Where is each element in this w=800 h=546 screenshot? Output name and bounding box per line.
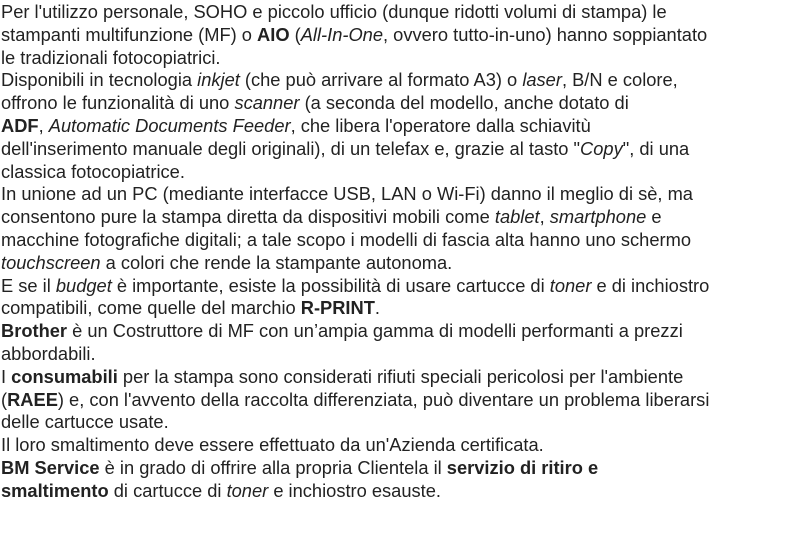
text-segment: ( <box>289 23 301 45</box>
text-line <box>1 411 800 434</box>
italic-text: Copy <box>580 137 623 159</box>
text-segment: è un Costruttore di MF con un’ampia gamma di modelli performanti a prezzi <box>67 320 683 342</box>
paragraph-technology <box>1 69 800 183</box>
text-segment: In unione ad un PC (mediante interfacce USB, LAN o Wi-Fi) danno il meglio di sè, ma <box>1 183 693 205</box>
text-segment: ( <box>1 388 8 410</box>
text-segment: abbordabili. <box>1 342 96 364</box>
paragraph-connectivity <box>1 183 800 274</box>
text-segment: consentono pure la stampa diretta da dispositivi mobili come <box>1 206 495 228</box>
text-segment: Il loro smaltimento deve essere effettuato da un'Azienda certificata. <box>1 434 544 456</box>
bold-text: consumabili <box>11 365 118 387</box>
text-segment: e di inchiostro <box>591 274 710 296</box>
bold-text: R-PRINT <box>300 297 375 319</box>
paragraph-brother <box>1 320 800 366</box>
text-line <box>1 229 800 252</box>
text-segment: a colori che rende la stampante autonoma. <box>100 251 453 273</box>
text-segment: macchine fotografiche digitali; a tale scopo i modelli di fascia alta hanno uno schermo <box>1 228 692 250</box>
text-line <box>1 457 800 480</box>
bold-text: RAEE <box>7 388 58 410</box>
text-segment: , ovvero tutto-in-uno) hanno soppiantato <box>383 23 708 45</box>
paragraph-bm-service <box>1 457 800 503</box>
bold-text: smaltimento <box>1 479 109 501</box>
text-segment: ) e, con l'avvento della raccolta differenziata, può diventare un problema liberarsi <box>57 388 710 410</box>
text-line <box>1 275 800 298</box>
text-segment: I <box>1 365 12 387</box>
text-line <box>1 47 800 70</box>
italic-text: tablet <box>494 206 540 228</box>
italic-text: toner <box>226 479 269 501</box>
text-segment: è importante, esiste la possibilità di usare cartucce di <box>111 274 550 296</box>
text-line <box>1 434 800 457</box>
paragraph-disposal <box>1 434 800 457</box>
text-segment: (che può arrivare al formato A3) o <box>239 69 523 91</box>
text-segment: e inchiostro esauste. <box>268 479 441 501</box>
paragraph-intro <box>1 1 800 69</box>
text-line <box>1 297 800 320</box>
text-segment: classica fotocopiatrice. <box>1 160 185 182</box>
bold-text: AIO <box>257 23 290 45</box>
text-segment: offrono le funzionalità di uno <box>1 92 235 114</box>
text-line <box>1 343 800 366</box>
text-line <box>1 24 800 47</box>
italic-text: laser <box>522 69 562 91</box>
text-segment: di cartucce di <box>108 479 227 501</box>
text-segment: , che libera l'operatore dalla schiavitù <box>290 114 591 136</box>
text-line <box>1 480 800 503</box>
text-segment: , B/N e colore, <box>561 69 678 91</box>
text-line <box>1 389 800 412</box>
text-line <box>1 320 800 343</box>
italic-text: touchscreen <box>1 251 101 273</box>
text-segment: le tradizionali fotocopiatrici. <box>1 46 221 68</box>
text-line <box>1 366 800 389</box>
paragraph-budget <box>1 275 800 321</box>
text-segment: compatibili, come quelle del marchio <box>1 297 301 319</box>
text-segment: ", di una <box>622 137 690 159</box>
bold-text: ADF <box>1 114 39 136</box>
bold-text: Brother <box>1 320 68 342</box>
italic-text: All-In-One <box>300 23 384 45</box>
text-segment: dell'inserimento manuale degli originali), di un telefax e, grazie al tasto " <box>1 137 581 159</box>
paragraph-consumables <box>1 366 800 434</box>
text-line <box>1 252 800 275</box>
text-line <box>1 161 800 184</box>
text-segment: Per l'utilizzo personale, SOHO e piccolo ufficio (dunque ridotti volumi di stampa) le <box>1 1 667 22</box>
text-line <box>1 138 800 161</box>
text-segment: delle cartucce usate. <box>1 411 169 433</box>
text-line <box>1 92 800 115</box>
italic-text: Automatic Documents Feeder <box>48 114 291 136</box>
italic-text: toner <box>549 274 592 296</box>
text-line <box>1 115 800 138</box>
text-line <box>1 183 800 206</box>
bold-text: BM Service <box>1 456 100 478</box>
italic-text: scanner <box>234 92 300 114</box>
text-segment: è in grado di offrire alla propria Clientela il <box>99 456 447 478</box>
text-segment: e <box>646 206 662 228</box>
text-segment: stampanti multifunzione (MF) o <box>1 23 258 45</box>
text-segment: . <box>374 297 380 319</box>
italic-text: smartphone <box>549 206 647 228</box>
text-segment: Disponibili in tecnologia <box>1 69 198 91</box>
text-segment: (a seconda del modello, anche dotato di <box>299 92 629 114</box>
text-segment: per la stampa sono considerati rifiuti speciali pericolosi per l'ambiente <box>117 365 684 387</box>
text-segment: , <box>539 206 550 228</box>
text-line <box>1 69 800 92</box>
text-segment: E se il <box>1 274 56 296</box>
text-line <box>1 206 800 229</box>
italic-text: inkjet <box>197 69 240 91</box>
bold-text: servizio di ritiro e <box>446 456 599 478</box>
italic-text: budget <box>55 274 112 296</box>
text-segment: , <box>38 114 49 136</box>
text-line <box>1 1 800 24</box>
